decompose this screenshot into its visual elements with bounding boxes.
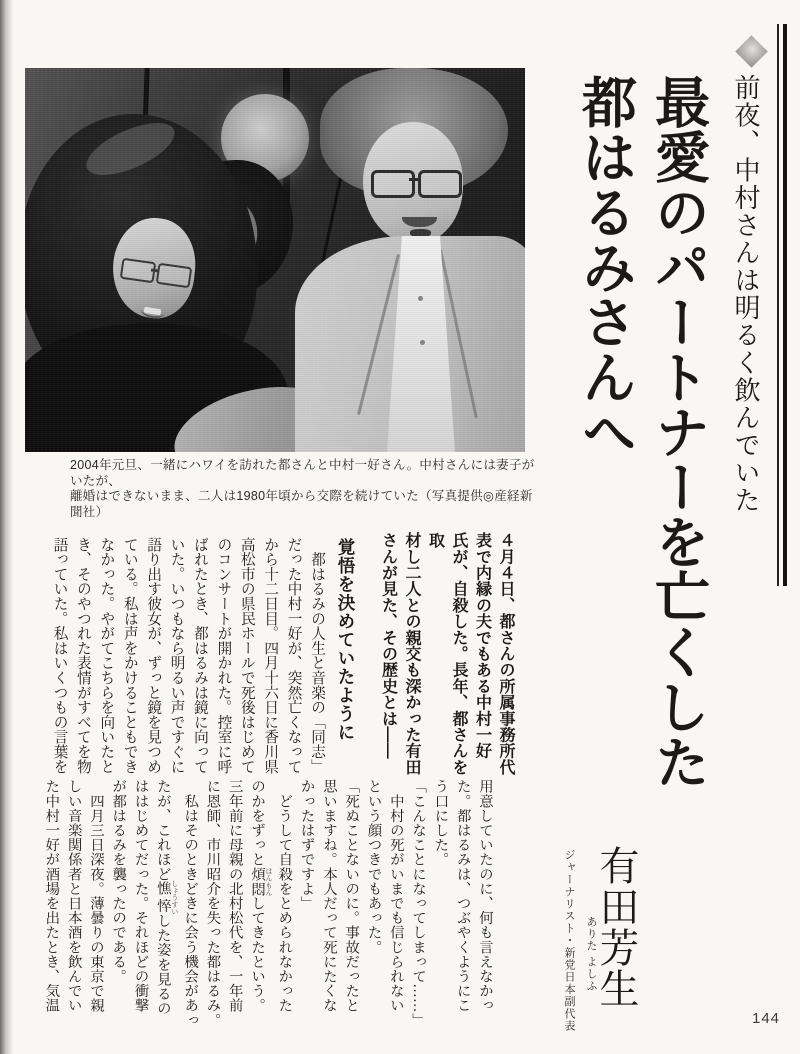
text-column: ははじめてだった。それほどの衝撃 — [132, 779, 149, 1013]
body-text-lower — [40, 779, 496, 1033]
text-column: き、そのやつれた表情がすべてを物 — [74, 537, 91, 774]
text-column: から十二日目。四月十六日に香川県 — [262, 537, 279, 774]
headline-main — [568, 74, 714, 814]
scan-edge-shadow — [0, 0, 13, 1054]
text-column: ４月４日、都さんの所属事務所代 — [497, 532, 514, 775]
text-column: 四月三日深夜。薄曇りの東京で親 — [87, 779, 104, 1013]
photo-caption — [70, 458, 540, 520]
headline-line1: 最愛のパートナーを亡くした — [647, 74, 708, 789]
body-text-upper — [47, 537, 328, 785]
lead-paragraph — [376, 532, 517, 780]
text-column: たが、これほど憔悴 しょうすいした姿を見るの — [154, 779, 179, 1016]
text-column: さんが見た、その歴史とは―― — [379, 532, 397, 759]
author-title: ジャーナリスト・新党日本副代表 — [563, 849, 575, 1032]
text-column: 材し二人との親交も深かった有田 — [403, 532, 420, 775]
text-column: 用意していたのに、何も言えなかっ — [477, 779, 493, 1013]
author-name: 有田芳生 — [594, 845, 639, 1009]
text-column: どうして自殺をとめられなかった — [276, 779, 293, 1013]
author-furigana: ありた よしふ — [585, 916, 597, 992]
text-column: ている。私は声をかけることもでき — [121, 537, 138, 774]
text-column: 語り出す彼女が、ずっと鏡を見つめ — [145, 537, 162, 774]
text-column: のかをずっと煩悶 はんもんしてきたという。 — [249, 779, 274, 1013]
text-column: 表で内縁の夫でもある中村一好 — [473, 532, 491, 759]
text-column: に恩師、市川昭介を失った都はるみ。 — [204, 779, 221, 1028]
text-column: という顔つきでもあった。 — [365, 779, 382, 955]
headline-line2: 都はるみさんへ — [574, 74, 635, 459]
text-column: 語っていた。私はいくつもの言葉を — [51, 537, 68, 774]
right-rule-thick — [783, 24, 787, 586]
text-column: 都はるみの人生と音楽の「同志」 — [309, 537, 325, 774]
text-column: 高松市の県民ホールで死後はじめて — [238, 537, 255, 774]
diamond-ornament-icon — [735, 35, 768, 68]
text-column: しい音楽関係者と日本酒を飲んでい — [65, 779, 82, 1013]
text-column: 氏が、自殺した。長年、都さんを取 — [426, 532, 467, 775]
text-column: だった中村一好が、突然亡くなって — [285, 537, 302, 774]
text-column: 「こんなことになってしまって……」 — [410, 779, 427, 1028]
text-column: かったはずですよ」 — [298, 779, 315, 911]
text-column: う口にした。 — [432, 779, 449, 867]
section-heading: 覚悟を決めていたように — [336, 538, 356, 742]
photo-grain-overlay — [25, 68, 525, 452]
text-column: 「死ぬことないのに。事故だったと — [343, 779, 360, 1013]
text-column: 中村の死がいまでも信じられない — [387, 779, 404, 1013]
text-column: いた。いつもなら明るい声ですぐに — [168, 537, 185, 774]
caption-line: 2004年元旦、一緒にハワイを訪れた都さんと中村一好さん。中村さんには妻子がいたが、 — [70, 458, 535, 488]
text-column: 私はそのときどきに会う機会があっ — [182, 779, 199, 1028]
text-column: た中村一好が酒場を出たとき、気温 — [43, 779, 60, 1013]
photo — [25, 68, 525, 452]
text-column: 三年前に母親の北村松代を、一年前 — [226, 779, 243, 1013]
caption-line: 離婚はできないまま、二人は1980年頃から交際を続けていた（写真提供◎産経新聞社） — [70, 489, 533, 519]
text-column: のコンサートが開かれた。控室に呼 — [215, 537, 232, 774]
text-column: ばれたとき、都はるみは鏡に向って — [191, 537, 208, 774]
text-column: なかった。やがてこちらを向いたと — [98, 537, 115, 774]
text-column: が都はるみを襲ったのである。 — [110, 779, 127, 984]
text-column: た。都はるみは、つぶやくようにこ — [454, 779, 471, 1013]
page-number: 144 — [752, 1010, 781, 1027]
text-column: 思いますね。本人だって死にたくな — [320, 779, 337, 1013]
right-rule-thin — [777, 24, 779, 586]
headline-kicker: 前夜、中村さんは明るく飲んでいた — [731, 74, 760, 514]
